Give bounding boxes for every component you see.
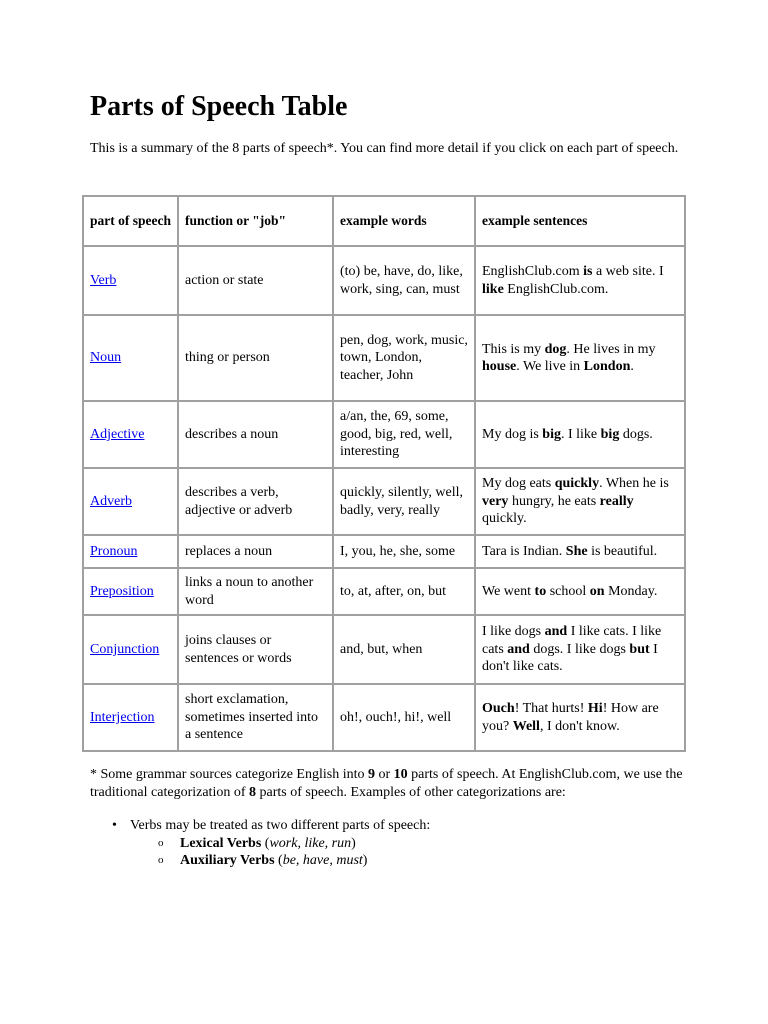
sub-list-item: o Auxiliary Verbs (be, have, must) [90,852,430,870]
cell-example-sentence: My dog eats quickly. When he is very hungry, he eats really quickly. [475,468,685,535]
cell-example-words: I, you, he, she, some [333,535,475,568]
cell-function: describes a noun [178,401,333,468]
cell-part-of-speech [83,684,178,751]
page-title: Parts of Speech Table [90,91,348,122]
cell-example-sentence: I like dogs and I like cats. I like cats and dogs. I like dogs but I don't like cats. [475,615,685,684]
cell-example-words: (to) be, have, do, like, work, sing, can, must [333,246,475,315]
part-of-speech-link[interactable]: Interjection [90,709,155,725]
table-row [83,315,685,401]
table-header-row [83,196,685,246]
header-function: function or "job" [178,196,333,246]
cell-part-of-speech [83,468,178,535]
table-row [83,535,685,568]
part-of-speech-link[interactable]: Preposition [90,583,154,599]
sub-list-item: o Lexical Verbs (work, like, run) [90,835,430,853]
table-row [83,468,685,535]
table-row [83,401,685,468]
part-of-speech-link[interactable]: Noun [90,350,122,366]
cell-example-words: quickly, silently, well, badly, very, really [333,468,475,535]
cell-example-words: pen, dog, work, music, town, London, teacher, John [333,315,475,401]
document-body [90,90,686,157]
cell-example-sentence: Ouch! That hurts! Hi! How are you? Well, I don't know. [475,684,685,751]
cell-function: short exclamation, sometimes inserted into a sentence [178,684,333,751]
header-example-words: example words [333,196,475,246]
cell-example-words: to, at, after, on, but [333,568,475,615]
sub-item-examples: be, have, must [282,853,363,868]
part-of-speech-link[interactable]: Adjective [90,426,145,442]
cell-part-of-speech [83,615,178,684]
table-body [83,246,685,751]
sub-item-label: Lexical Verbs [180,835,262,851]
cell-example-words: and, but, when [333,615,475,684]
list-item-text: Verbs may be treated as two different parts of speech: [130,818,431,833]
part-of-speech-link[interactable]: Verb [90,272,117,288]
cell-function: thing or person [178,315,333,401]
header-example-sentences: example sentences [475,196,685,246]
cell-example-sentence: This is my dog. He lives in my house. We live in London. [475,315,685,401]
cell-example-words: oh!, ouch!, hi!, well [333,684,475,751]
cell-example-sentence: EnglishClub.com is a web site. I like EnglishClub.com. [475,246,685,315]
part-of-speech-link[interactable]: Conjunction [90,641,160,657]
cell-function: links a noun to another word [178,568,333,615]
parts-of-speech-table [82,195,686,752]
cell-part-of-speech [83,246,178,315]
cell-example-sentence: Tara is Indian. She is beautiful. [475,535,685,568]
table-row [83,684,685,751]
categorization-list [90,817,430,870]
table-row [83,246,685,315]
cell-function: describes a verb, adjective or adverb [178,468,333,535]
cell-part-of-speech [83,568,178,615]
intro-paragraph: This is a summary of the 8 parts of speech*. You can find more detail if you click on each part of speech. [90,141,679,156]
cell-part-of-speech [83,535,178,568]
cell-example-sentence: We went to school on Monday. [475,568,685,615]
part-of-speech-link[interactable]: Pronoun [90,543,138,559]
cell-function: joins clauses or sentences or words [178,615,333,684]
cell-example-words: a/an, the, 69, some, good, big, red, well, interesting [333,401,475,468]
header-part-of-speech: part of speech [83,196,178,246]
sub-item-label: Auxiliary Verbs [180,853,275,868]
cell-example-sentence: My dog is big. I like big dogs. [475,401,685,468]
cell-function: action or state [178,246,333,315]
sub-list [130,835,430,870]
cell-part-of-speech [83,401,178,468]
cell-function: replaces a noun [178,535,333,568]
table-row [83,568,685,615]
table-row [83,615,685,684]
footnote: * Some grammar sources categorize English into 9 or 10 parts of speech. At EnglishClub.com, we use the traditional categorization of 8 parts of speech. Examples of other categorizations are: [90,767,683,800]
sub-item-examples: work, like, run [269,835,352,851]
list-item [90,817,430,870]
cell-part-of-speech [83,315,178,401]
part-of-speech-link[interactable]: Adverb [90,493,132,509]
